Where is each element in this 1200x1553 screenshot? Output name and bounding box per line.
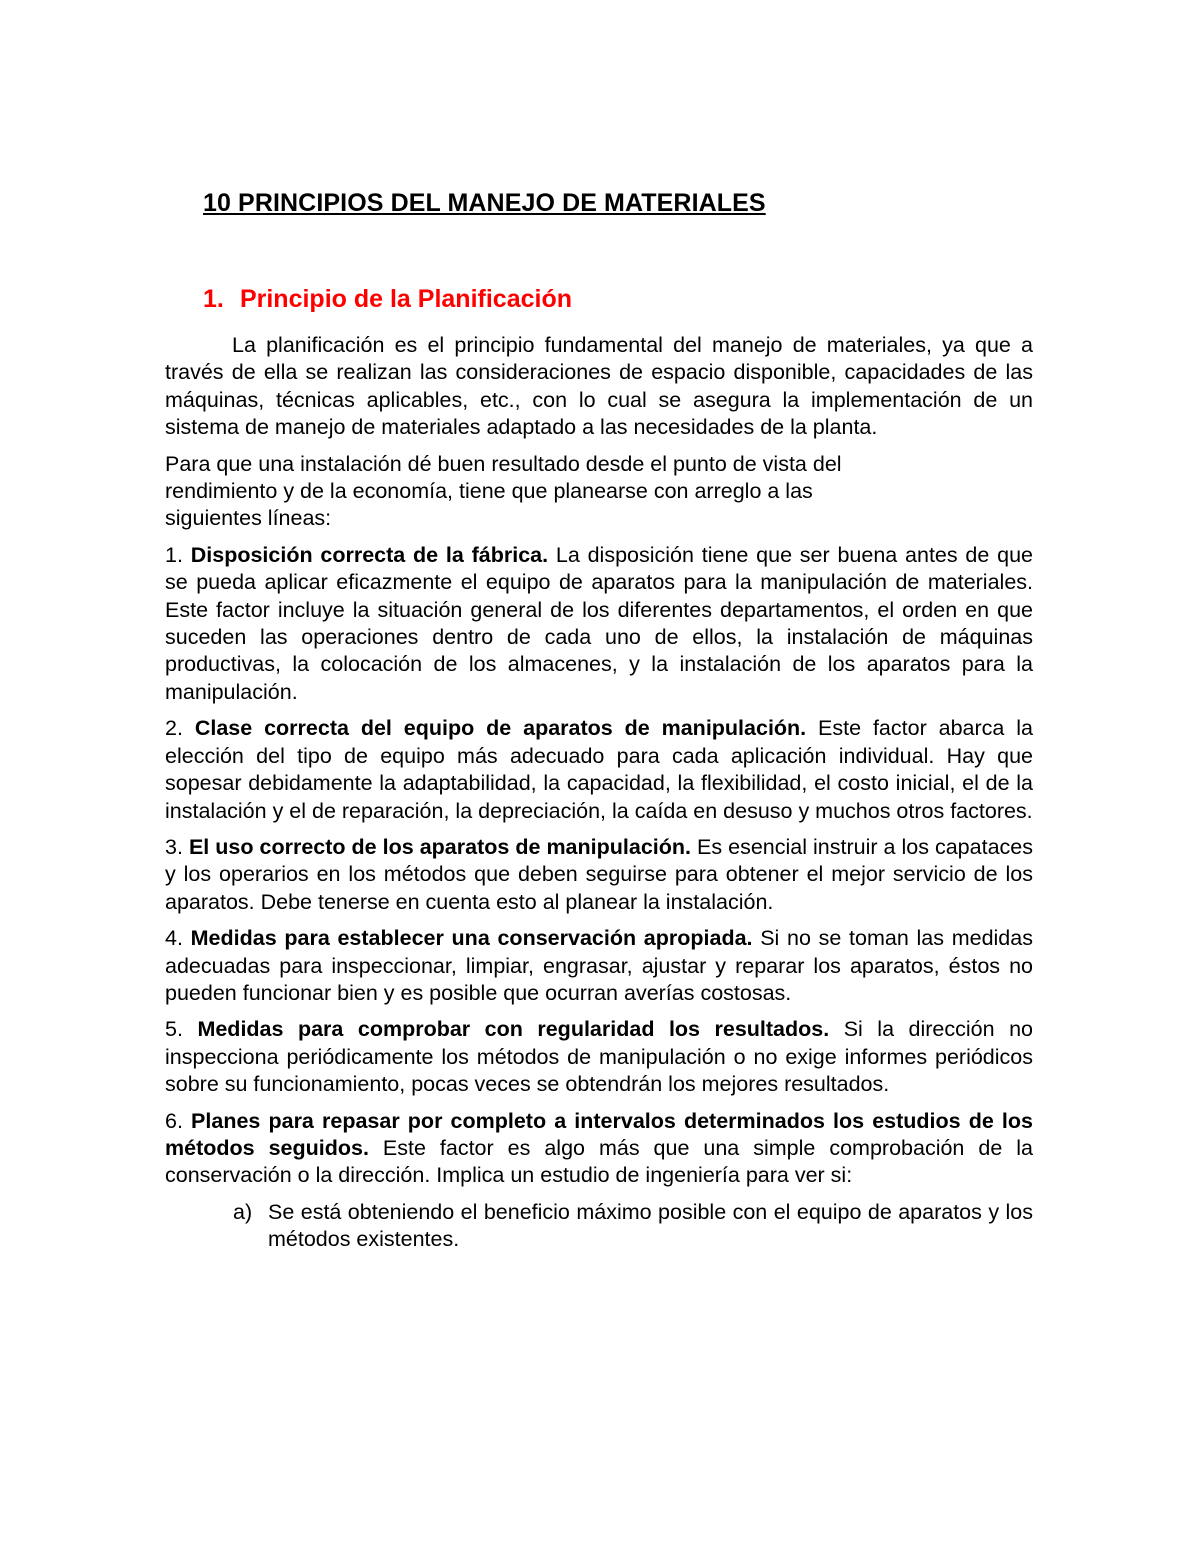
item-title: Disposición correcta de la fábrica. (190, 542, 549, 567)
item-text: Es esencial instruir a los capataces y los operarios en los métodos que deben seguirse para obtener el mejor servicio de los aparatos. Debe tenerse en cuenta esto al planear la instalación. (165, 834, 1033, 914)
item-number: 5. (165, 1017, 183, 1042)
list-item (165, 1108, 1033, 1190)
item-text: Este factor abarca la elección del tipo de equipo más adecuado para cada aplicación individual. Hay que sopesar debidamente la adaptabilidad, la capacidad, la flexibilidad, el costo inicial, el de la instalación y el de reparación, la depreciación, la caída en desuso y muchos otros factores. (165, 716, 1033, 823)
list-item (165, 1016, 1033, 1098)
intro-paragraph: La planificación es el principio fundamental del manejo de materiales, ya que a través de ella se realizan las consideraciones de espacio disponible, capacidades de las máquinas, técnicas aplicables, etc., con lo cual se asegura la implementación de un sistema de manejo de materiales adaptado a las necesidades de la planta. (165, 333, 1033, 440)
item-title: Clase correcta del equipo de aparatos de manipulación. (194, 716, 807, 741)
item-text: La disposición tiene que ser buena antes de que se pueda aplicar eficazmente el equipo de aparatos para la manipulación de materiales. Este factor incluye la situación general de los diferentes departamentos, el orden en que suceden las operaciones dentro de cada uno de ellos, la instalación de máquinas productivas, la colocación de los almacenes, y la instalación de los aparatos para la manipulación. (165, 542, 1033, 704)
item-number: 3. (165, 834, 183, 859)
sub-list-item (233, 1199, 1033, 1254)
document-page (165, 186, 1033, 1254)
section-number: 1. (203, 285, 224, 313)
sub-item-text: Se está obteniendo el beneficio máximo posible con el equipo de aparatos y los métodos existentes. (268, 1199, 1033, 1252)
item-text: Este factor es algo más que una simple comprobación de la conservación o la dirección. Implica un estudio de ingeniería para ver si: (165, 1135, 1033, 1188)
item-number: 2. (165, 716, 183, 741)
item-text: Si la dirección no inspecciona periódicamente los métodos de manipulación o no exige informes periódicos sobre su funcionamiento, pocas veces se obtendrán los mejores resultados. (165, 1017, 1033, 1097)
item-text: Si no se toman las medidas adecuadas para inspeccionar, limpiar, engrasar, ajustar y reparar los aparatos, éstos no pueden funcionar bien y es posible que ocurran averías costosas. (165, 926, 1033, 1005)
item-number: 4. (165, 926, 183, 951)
list-item (165, 834, 1033, 916)
item-title: Medidas para comprobar con regularidad los resultados. (197, 1017, 830, 1042)
sub-item-marker: a) (233, 1199, 253, 1224)
sub-list (165, 1199, 1033, 1254)
list-item (165, 542, 1033, 706)
section-heading-text: Principio de la Planificación (239, 285, 572, 313)
item-number: 1. (165, 542, 183, 567)
item-title: El uso correcto de los aparatos de manipulación. (188, 834, 691, 859)
item-number: 6. (165, 1108, 183, 1133)
item-title: Planes para repasar por completo a intervalos determinados los estudios de los métodos seguidos. (165, 1108, 1033, 1160)
item-title: Medidas para establecer una conservación apropiada. (190, 926, 753, 951)
list-item (165, 925, 1033, 1007)
list-item (165, 715, 1033, 825)
document-title: 10 PRINCIPIOS DEL MANEJO DE MATERIALES (203, 189, 766, 217)
lead-paragraph: Para que una instalación dé buen resultado desde el punto de vista del rendimiento y de la economía, tiene que planearse con arreglo a las siguientes líneas: (165, 451, 842, 531)
section-heading (203, 282, 1033, 316)
